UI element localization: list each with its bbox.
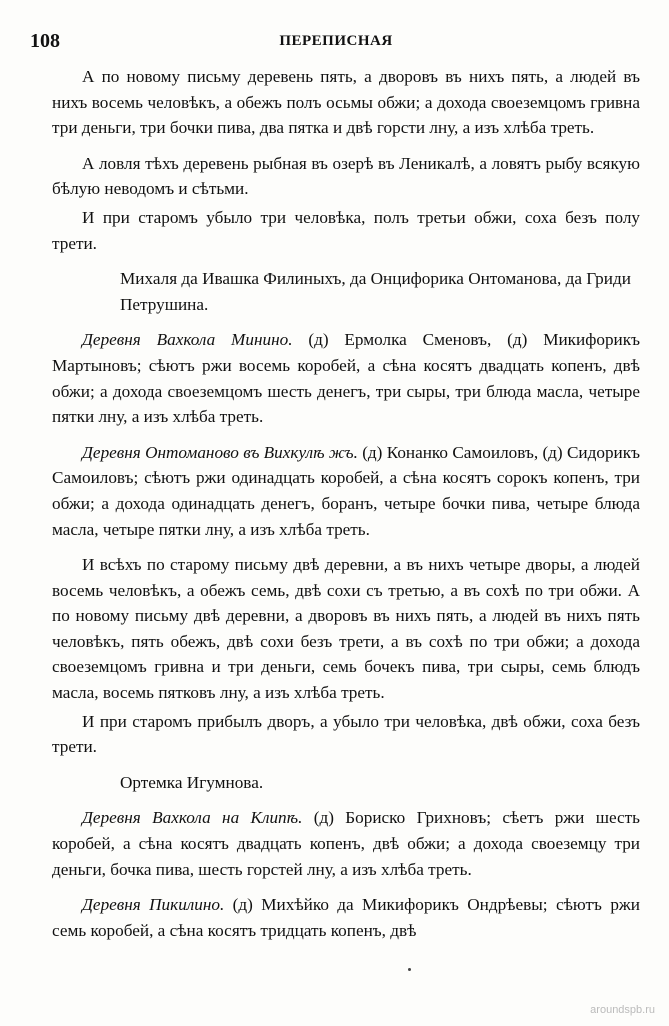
paragraph-new-census: А по новому письму деревень пять, а дворовъ въ нихъ пять, а людей въ нихъ восемь человѣкъ, а обежъ полъ осьмы обжи; а дохода своеземцомъ гривна три деньги, три бочки пива, два пятка и двѣ горсти лну, а изъ хлѣба треть. (52, 67, 640, 138)
watermark: aroundspb.ru (590, 1004, 655, 1016)
village-name: Деревня Онтоманово въ Вихкулѣ жъ. (82, 442, 358, 462)
paragraph-totals: И всѣхъ по старому письму двѣ деревни, а въ нихъ четыре дворы, а людей восемь человѣкъ, а обежъ семь, двѣ сохи съ третью, а въ сохѣ по три обжи. А по новому письму двѣ деревни, а дворовъ въ нихъ пять, а людей въ нихъ пять человѣкъ, пять обежъ, двѣ сохи безъ трети, а въ сохѣ по три обжи; а дохода своеземцомъ гривна и три деньги, семь бочекъ пива, три сыры, семь блюдъ масла, восемь пятковъ лну, а изъ хлѣба треть. (52, 555, 640, 703)
village-text: (д) Ермолка Сменовъ, (д) Микифорикъ Мартыновъ; сѣютъ ржи восемь коробей, а сѣна косятъ двадцать копенъ, двѣ обжи; а дохода своеземцомъ шесть денегъ, три сыры, три блюда масла, четыре пятки лну, а изъ хлѣба треть. (52, 330, 640, 427)
village-name: Деревня Пикилино. (82, 895, 225, 915)
page-number: 108 (30, 30, 60, 52)
village-entry-klip (52, 805, 640, 882)
paragraph-increase: И при старомъ прибылъ дворъ, а убыло три человѣка, двѣ обжи, соха безъ трети. (52, 711, 640, 757)
village-entry-pikilino (52, 892, 640, 943)
village-entry-ontomanovo (52, 440, 640, 542)
village-text: (д) Михѣйко да Микифорикъ Ондрѣевы; сѣютъ ржи семь коробей, а сѣна косятъ тридцать копенъ, двѣ (52, 895, 640, 940)
village-entry-minino (52, 327, 640, 429)
body-text (52, 64, 640, 953)
paragraph-decrease: И при старомъ убыло три человѣка, полъ третьи обжи, соха безъ полу трети. (52, 207, 640, 253)
village-text: (д) Бориско Грихновъ; сѣетъ ржи шесть коробей, а сѣна косятъ двадцать копенъ, двѣ обжи; а дохода своеземцу три деньги, бочка пива, шесть горстей лну, а изъ хлѣба треть. (52, 808, 640, 879)
village-text: (д) Конанко Самоиловъ, (д) Сидорикъ Самоиловъ; сѣютъ ржи одинадцать коробей, а сѣна косятъ сорокъ копенъ, три обжи; а дохода одинадцать денегъ, боранъ, четыре бочки пива, четыре блюда масла, четыре пятки лну, а изъ хлѣба треть. (52, 442, 640, 539)
running-head (30, 30, 642, 54)
running-title: ПЕРЕПИСНАЯ (279, 33, 393, 49)
owner-heading: Михаля да Ивашка Филиныхъ, да Онцифорика Онтоманова, да Гриди Петрушина. (120, 269, 631, 314)
village-name: Деревня Вахкола Минино. (82, 330, 293, 350)
village-name: Деревня Вахкола на Клипѣ. (82, 808, 303, 828)
paragraph-fishing: А ловля тѣхъ деревень рыбная въ озерѣ въ Леникалѣ, а ловятъ рыбу всякую бѣлую неводомъ и сѣтьми. (52, 153, 640, 199)
owner-heading: Ортемка Игумнова. (120, 772, 264, 792)
ink-speck (408, 968, 411, 971)
